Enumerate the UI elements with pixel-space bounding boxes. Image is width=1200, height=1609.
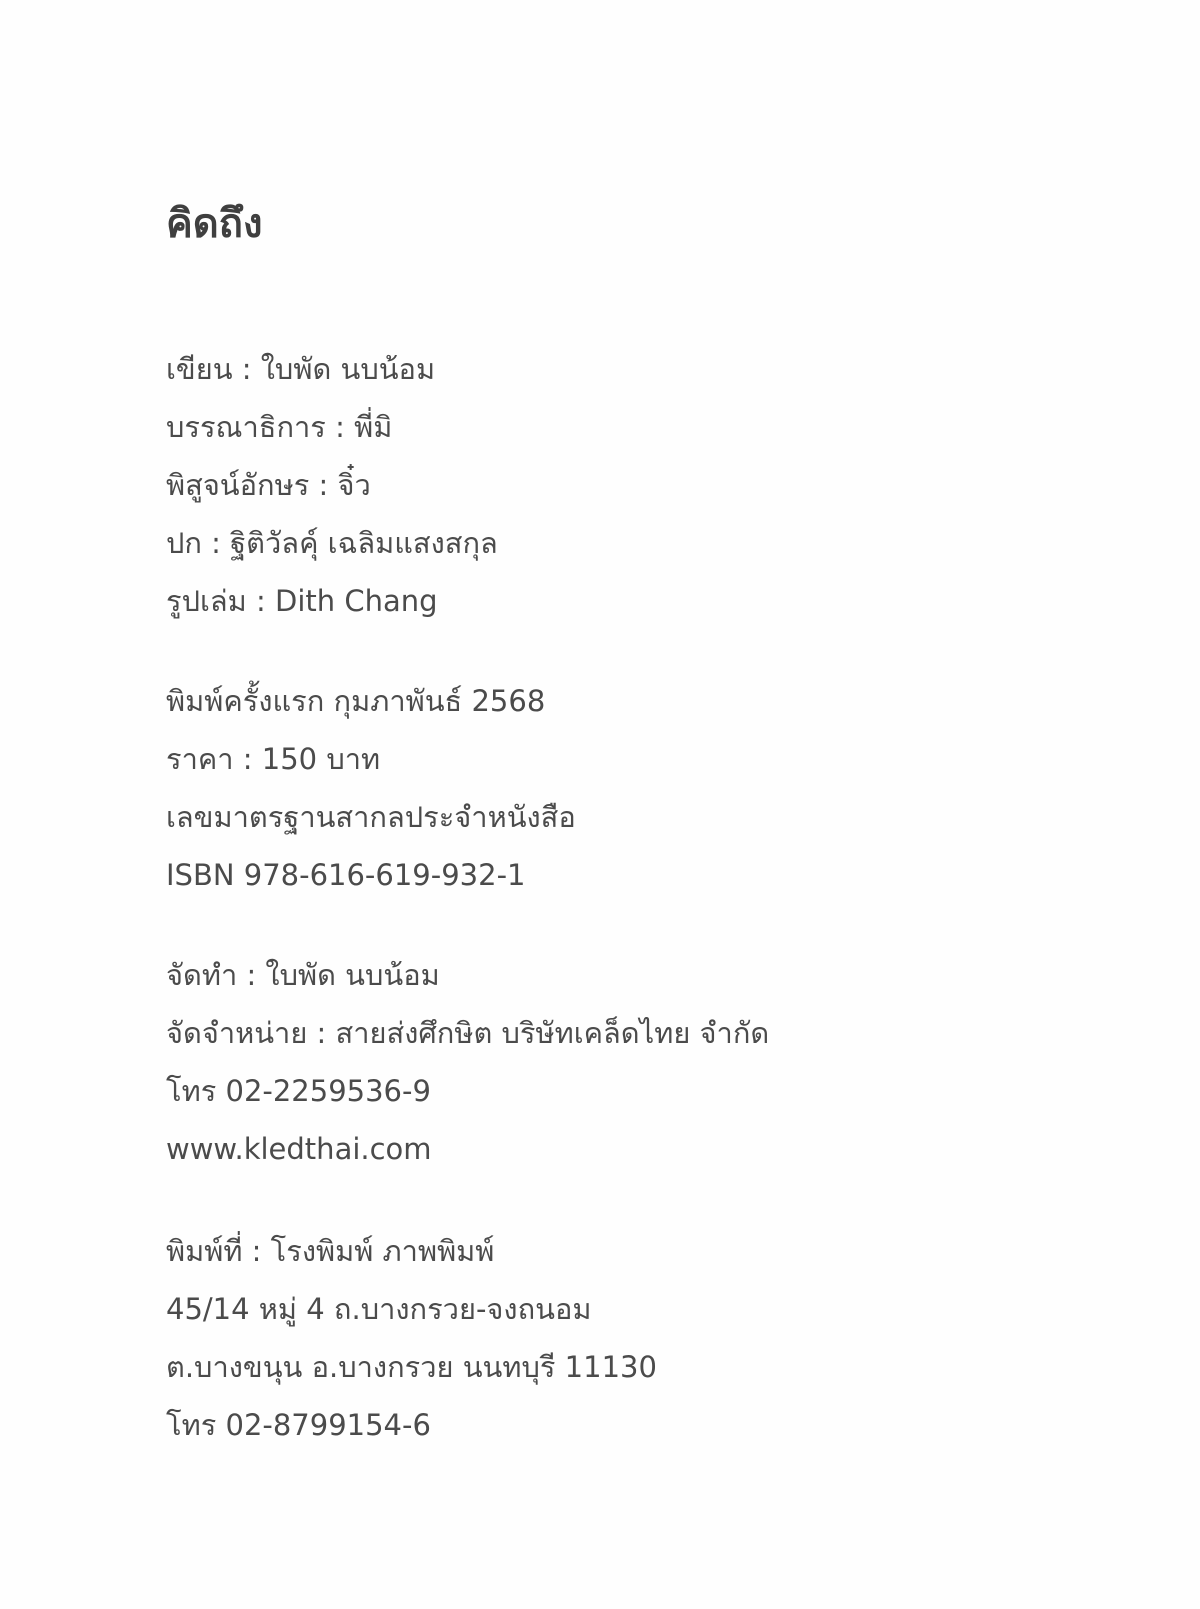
distributor: จัดจำหน่าย : สายส่งศึกษิต บริษัทเคล็ดไทย จำกัด (166, 1016, 770, 1050)
credit-editor: บรรณาธิการ : พี่มิ (166, 410, 393, 444)
distributor-phone: โทร 02-2259536-9 (166, 1074, 431, 1108)
producer: จัดทำ : ใบพัด นบน้อม (166, 958, 440, 992)
isbn-number: ISBN 978-616-619-932-1 (166, 858, 526, 892)
isbn-label: เลขมาตรฐานสากลประจำหนังสือ (166, 800, 576, 834)
printer-block (166, 1222, 657, 1454)
edition-block (166, 672, 576, 904)
printer-address-2: ต.บางขนุน อ.บางกรวย นนทบุรี 11130 (166, 1350, 657, 1384)
printer-address-1: 45/14 หมู่ 4 ถ.บางกรวย-จงถนอม (166, 1292, 592, 1326)
printer-phone: โทร 02-8799154-6 (166, 1408, 431, 1442)
credit-layout: รูปเล่ม : Dith Chang (166, 584, 438, 618)
price: ราคา : 150 บาท (166, 742, 381, 776)
book-title: คิดถึง (166, 201, 263, 247)
printer-name: พิมพ์ที่ : โรงพิมพ์ ภาพพิมพ์ (166, 1234, 495, 1268)
credits-block (166, 340, 498, 630)
distribution-block (166, 946, 769, 1178)
edition-info: พิมพ์ครั้งแรก กุมภาพันธ์ 2568 (166, 684, 546, 718)
credit-cover: ปก : ฐิติวัลคุ์ เฉลิมแสงสกุล (166, 526, 498, 560)
credit-proofreader: พิสูจน์อักษร : จิ๋ว (166, 468, 371, 502)
credit-writer: เขียน : ใบพัด นบน้อม (166, 352, 436, 386)
distributor-website: www.kledthai.com (166, 1132, 432, 1166)
